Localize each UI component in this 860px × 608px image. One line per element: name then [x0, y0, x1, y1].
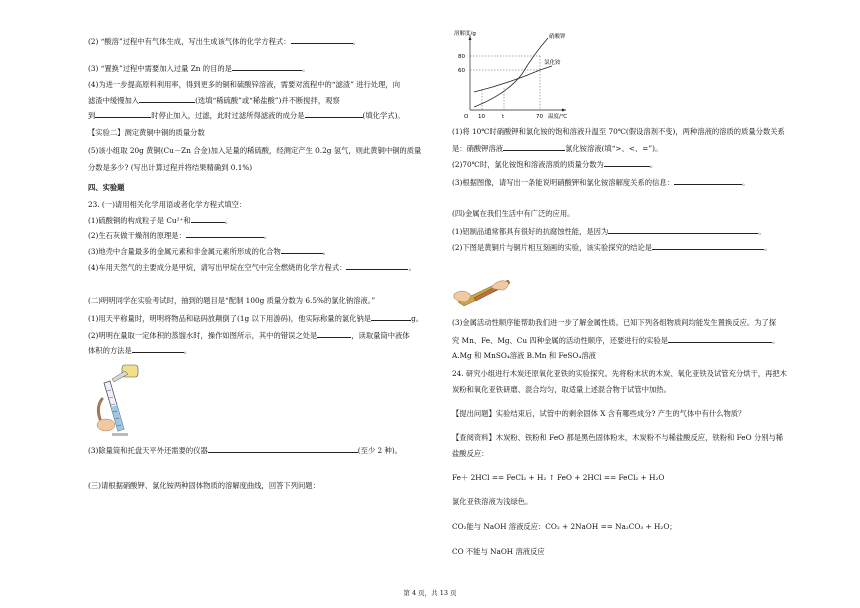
question-line: CO 不能与 NaOH 溶液反应 [452, 547, 545, 556]
question-line: (5)该小组取 20g 黄铜(Cu－Zn 合金)加入足量的稀硫酸，经测定产生 0.2g 氢气，则此黄铜中铜的质量 [88, 146, 422, 155]
x-tick: 10 [478, 114, 485, 120]
question-line: 是：硝酸钾溶液 氯化铵溶液(填“>、<、=”)。 [452, 144, 663, 153]
question-line: 【提出问题】实验结束后，试管中的剩余固体 X 含有哪些成分? 产生的气体中有什么物质？ [452, 409, 746, 418]
question-line: 炭粉和氧化亚铁研磨、混合均匀，取适量上述混合物于试管中加热。 [452, 385, 671, 394]
solubility-curve-figure [452, 28, 572, 122]
question-line: 氯化亚铁溶液为浅绿色。 [452, 497, 533, 506]
question-line: 24. 研究小组进行木炭还原氧化亚铁的实验探究。先将粉末状的木炭、氧化亚铁及试管充分烘干，再把木 [452, 369, 787, 378]
question-line: (2)下图是黄铜片与铜片相互刻画的实验，该实验探究的结论是 。 [452, 243, 772, 252]
legend-nh4cl: 氯化铵 [544, 60, 561, 66]
question-line: 【查阅资料】木炭粉、铁粉和 FeO 都是黑色固体粉末，木炭粉不与稀盐酸反应，铁粉和 FeO 分别与稀 [452, 433, 784, 442]
y-axis-label: 溶解度/g [454, 31, 476, 37]
x-tick: 70 [536, 114, 543, 120]
question-line: 分数是多少? (写出计算过程并将结果精确到 0.1%) [88, 163, 253, 172]
equation-line: CO₂能与 NaOH 溶液反应：CO₂ + 2NaOH == Na₂CO₃ + H₂O； [452, 522, 677, 531]
question-line: (2)明明在量取一定体积的蒸馏水时，操作如图所示，其中的错误之处是 ，读取量筒中液体 [88, 331, 410, 340]
question-line: (三)请根据硝酸钾、氯化铵两种固体物质的溶解度曲线，回答下列问题： [88, 481, 320, 490]
question-line: (2)生石灰做干燥剂的原理是： 。 [88, 231, 272, 240]
question-line: (2) “酸溶”过程中有气体生成，写出生成该气体的化学方程式： 。 [88, 37, 360, 46]
question-line: (1)将 10℃时硝酸钾和氯化铵的饱和溶液升温至 70℃(假设溶剂不变)，两种溶液的溶质的质量分数关系 [452, 127, 785, 136]
question-line: A.Mg 和 MnSO₄溶液 B.Mn 和 FeSO₄溶液 [452, 351, 596, 360]
page-footer: 第 4 页，共 13 页 [403, 589, 457, 597]
x-tick: t [502, 114, 505, 120]
question-line: (3)地壳中含量最多的金属元素和非金属元素所形成的化合物 。 [88, 247, 331, 256]
question-line: 盐酸反应： [452, 449, 489, 458]
question-line: (四)金属在我们生活中有广泛的应用。 [452, 209, 575, 218]
question-line: (3)金属活动性顺序能帮助我们进一步了解金属性质。已知下列各组物质间均能发生置换反应。为了探 [452, 318, 777, 327]
graduated-cylinder-figure [92, 363, 148, 439]
question-line: 到 时停止加入，过滤，此时过滤所得滤液的成分是 (填化学式)。 [88, 111, 405, 120]
question-line: (3) “置换”过程中需要加入过量 Zn 的目的是 。 [88, 64, 310, 73]
question-line: 23. (一)请用相关化学用语或者化学方程式填空： [88, 200, 247, 209]
question-line: 究 Mn、Fe、Mg、Cu 四种金属的活动性顺序，还要进行的实验是 。 [452, 336, 780, 345]
question-line: (3)除量筒和托盘天平外还需要的仪器 (至少 2 种)。 [88, 446, 402, 455]
question-line: (1)铝制品通常都具有很好的抗腐蚀性能，是因为 。 [452, 227, 766, 236]
question-line: (4)为进一步提高原料利用率，得到更多的铜和硫酸锌溶液，需要对流程中的“滤渣” 进行处理，向 [88, 80, 400, 89]
y-tick: 80 [458, 54, 465, 60]
origin-label: O [464, 114, 469, 120]
section-heading: 四、实验题 [88, 183, 125, 192]
legend-kno3: 硝酸钾 [549, 34, 566, 40]
question-line: (4)车用天然气的主要成分是甲烷，请写出甲烷在空气中完全燃烧的化学方程式： 。 [88, 263, 416, 272]
question-line: (1)用天平称量时，明明将物品和砝码放颠倒了(1g 以下用游码)，他实际称量的氯化钠是 g。 [88, 314, 424, 323]
question-line: (1)硫酸铜的构成粒子是 Cu²⁺和 。 [88, 216, 232, 225]
y-tick: 60 [458, 68, 465, 74]
equation-line: Fe＋ 2HCl == FeCl₂ + H₂ ↑ FeO + 2HCl == FeCl₂ + H₂O [452, 473, 665, 482]
x-axis-label: 温度/℃ [548, 114, 568, 120]
question-line: 滤渣中缓慢加入 (选填“稀硫酸”或“稀盐酸”)并不断搅拌，观察 [88, 96, 340, 105]
kno3-curve [474, 38, 548, 107]
question-line: (3)根据图像，请写出一条能说明硝酸钾和氯化铵溶解度关系的信息： 。 [452, 178, 750, 187]
question-line: 体积的方法是 。 [88, 346, 192, 355]
section-heading: 【实验二】测定黄铜中铜的质量分数 [88, 128, 205, 137]
question-line: (2)70℃时，氯化铵饱和溶液溶质的质量分数为 。 [452, 160, 658, 169]
question-line: (二)明明同学在实验考试时，抽到的题目是“配制 100g 质量分数为 6.5%的氯化钠溶液。” [88, 296, 376, 305]
metal-scratch-figure [452, 274, 514, 308]
